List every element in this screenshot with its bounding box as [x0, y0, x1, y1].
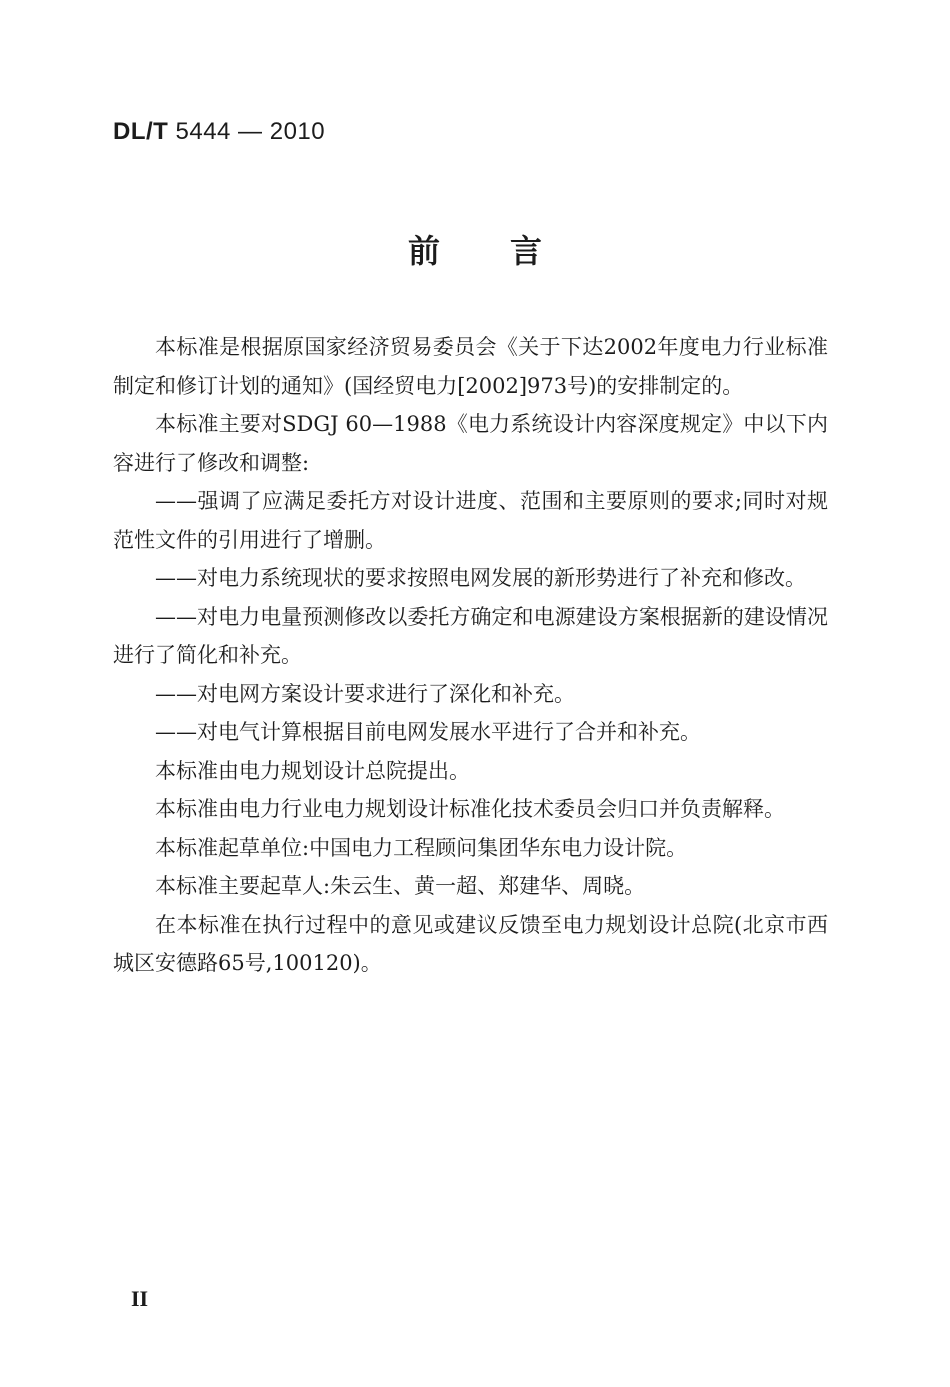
standard-code	[113, 118, 325, 146]
paragraph-drafting-unit: 本标准起草单位:中国电力工程顾问集团华东电力设计院。	[155, 835, 688, 860]
paragraph-1: 本标准是根据原国家经济贸易委员会《关于下达2002年度电力行业标准制定和修订计划的通知》(国经贸电力[2002]973号)的安排制定的。	[113, 335, 828, 398]
list-item-3: ——对电力电量预测修改以委托方确定和电源建设方案根据新的建设情况进行了简化和补充。	[113, 604, 828, 667]
page-title	[0, 226, 950, 272]
page-number: II	[131, 1286, 149, 1311]
paragraph-2: 本标准主要对SDGJ 60—1988《电力系统设计内容深度规定》中以下内容进行了修改和调整:	[113, 412, 828, 475]
list-item-4: ——对电网方案设计要求进行了深化和补充。	[155, 681, 575, 706]
title-char-1: 前	[407, 232, 440, 270]
standard-code-number: 5444 — 2010	[175, 118, 326, 145]
list-item-2: ——对电力系统现状的要求按照电网发展的新形势进行了补充和修改。	[155, 566, 806, 590]
paragraph-proposer: 本标准由电力规划设计总院提出。	[155, 758, 470, 783]
paragraph-drafters: 本标准主要起草人:朱云生、黄一超、郑建华、周晓。	[155, 874, 646, 898]
paragraph-committee: 本标准由电力行业电力规划设计标准化技术委员会归口并负责解释。	[155, 797, 785, 821]
preface-body	[113, 328, 828, 983]
paragraph-feedback: 在本标准在执行过程中的意见或建议反馈至电力规划设计总院(北京市西城区安德路65号,100120)。	[113, 912, 828, 975]
standard-code-prefix: DL/T	[113, 118, 169, 145]
list-item-1: ——强调了应满足委托方对设计进度、范围和主要原则的要求;同时对规范性文件的引用进行了增删。	[113, 489, 828, 552]
title-char-2: 言	[510, 232, 543, 270]
list-item-5: ——对电气计算根据目前电网发展水平进行了合并和补充。	[155, 720, 701, 744]
